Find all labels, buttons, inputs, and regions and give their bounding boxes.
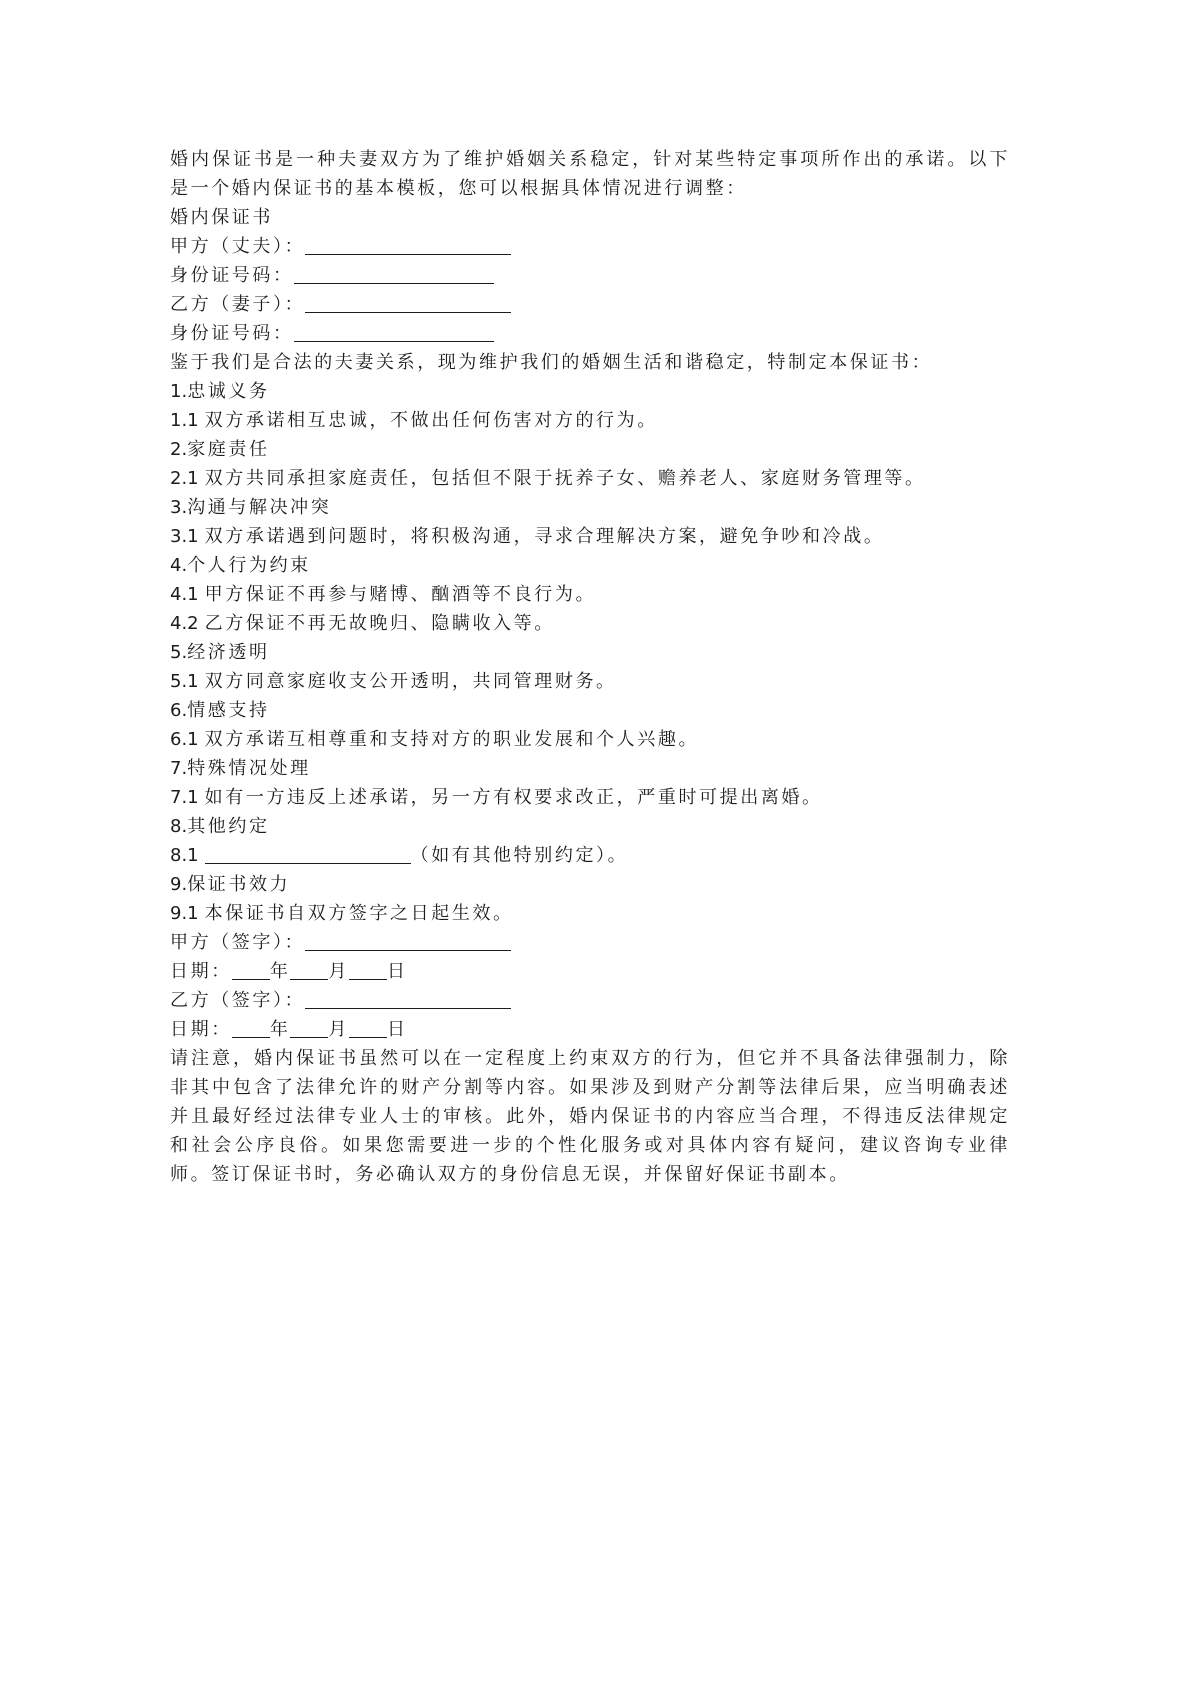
day-blank[interactable]: [349, 1017, 387, 1038]
party-b-signature-line: [170, 986, 1010, 1015]
section-heading: 7.特殊情况处理: [170, 758, 311, 779]
section-clause: 1.1 双方承诺相互忠诚，不做出任何伤害对方的行为。: [170, 410, 658, 431]
party-a-signature-line: [170, 928, 1010, 957]
year-blank[interactable]: [232, 1017, 270, 1038]
section-clause: 5.1 双方同意家庭收支公开透明，共同管理财务。: [170, 671, 617, 692]
party-a-label: 甲方（丈夫）：: [170, 236, 306, 257]
document-page: [170, 145, 1010, 1189]
section-clause: 4.1 甲方保证不再参与赌博、酗酒等不良行为。: [170, 584, 597, 605]
section-clause: 4.2 乙方保证不再无故晚归、隐瞒收入等。: [170, 613, 555, 634]
party-b-id-blank[interactable]: [294, 321, 494, 342]
party-a-id-label: 身份证号码：: [170, 265, 294, 286]
party-b-date-line: 日期： 年 月 日: [170, 1019, 408, 1040]
section-clause: 9.1 本保证书自双方签字之日起生效。: [170, 903, 514, 924]
section-heading: 3.沟通与解决冲突: [170, 497, 332, 518]
preamble: 鉴于我们是合法的夫妻关系，现为维护我们的婚姻生活和谐稳定，特制定本保证书：: [170, 352, 933, 373]
party-b-id-label: 身份证号码：: [170, 323, 294, 344]
section-clause: 6.1 双方承诺互相尊重和支持对方的职业发展和个人兴趣。: [170, 729, 700, 750]
year-blank[interactable]: [232, 959, 270, 980]
section-clause: 2.1 双方共同承担家庭责任，包括但不限于抚养子女、赡养老人、家庭财务管理等。: [170, 468, 926, 489]
party-b-line: [170, 290, 1010, 319]
section-heading: 5.经济透明: [170, 642, 270, 663]
party-b-id-line: [170, 319, 1010, 348]
section-heading: 9.保证书效力: [170, 874, 291, 895]
date-label: 日期：: [170, 961, 232, 982]
party-a-signature-blank[interactable]: [305, 930, 511, 951]
section-clause: 3.1 双方承诺遇到问题时，将积极沟通，寻求合理解决方案，避免争吵和冷战。: [170, 526, 885, 547]
document-title: 婚内保证书: [170, 207, 273, 228]
party-a-date-line: 日期： 年 月 日: [170, 961, 408, 982]
notice-paragraph: 请注意，婚内保证书虽然可以在一定程度上约束双方的行为，但它并不具备法律强制力，除非其中包含了法律允许的财产分割等内容。如果涉及到财产分割等法律后果，应当明确表述并且最好经过法律专业人士的审核。此外，婚内保证书的内容应当合理，不得违反法律规定和社会公序良俗。如果您需要进一步的个性化服务或对具体内容有疑问，建议咨询专业律师。签订保证书时，务必确认双方的身份信息无误，并保留好保证书副本。: [170, 1048, 1010, 1185]
party-b-sign-label: 乙方（签字）：: [170, 990, 306, 1011]
intro-paragraph: 婚内保证书是一种夫妻双方为了维护婚姻关系稳定，针对某些特定事项所作出的承诺。以下是一个婚内保证书的基本模板，您可以根据具体情况进行调整：: [170, 149, 1010, 199]
date-label: 日期：: [170, 1019, 232, 1040]
month-blank[interactable]: [290, 959, 328, 980]
section-heading: 2.家庭责任: [170, 439, 270, 460]
section-clause: 8.1 （如有其他特别约定）。: [170, 845, 629, 866]
section-heading: 1.忠诚义务: [170, 381, 270, 402]
party-a-id-blank[interactable]: [294, 263, 494, 284]
party-a-sign-label: 甲方（签字）：: [170, 932, 306, 953]
party-a-line: [170, 232, 1010, 261]
day-blank[interactable]: [349, 959, 387, 980]
section-heading: 8.其他约定: [170, 816, 270, 837]
party-b-name-blank[interactable]: [305, 292, 511, 313]
section-clause: 7.1 如有一方违反上述承诺，另一方有权要求改正，严重时可提出离婚。: [170, 787, 823, 808]
party-b-label: 乙方（妻子）：: [170, 294, 306, 315]
section-heading: 4.个人行为约束: [170, 555, 311, 576]
other-agreement-blank[interactable]: [205, 843, 411, 864]
party-a-id-line: [170, 261, 1010, 290]
party-b-signature-blank[interactable]: [305, 988, 511, 1009]
month-blank[interactable]: [290, 1017, 328, 1038]
party-a-name-blank[interactable]: [305, 234, 511, 255]
section-heading: 6.情感支持: [170, 700, 270, 721]
